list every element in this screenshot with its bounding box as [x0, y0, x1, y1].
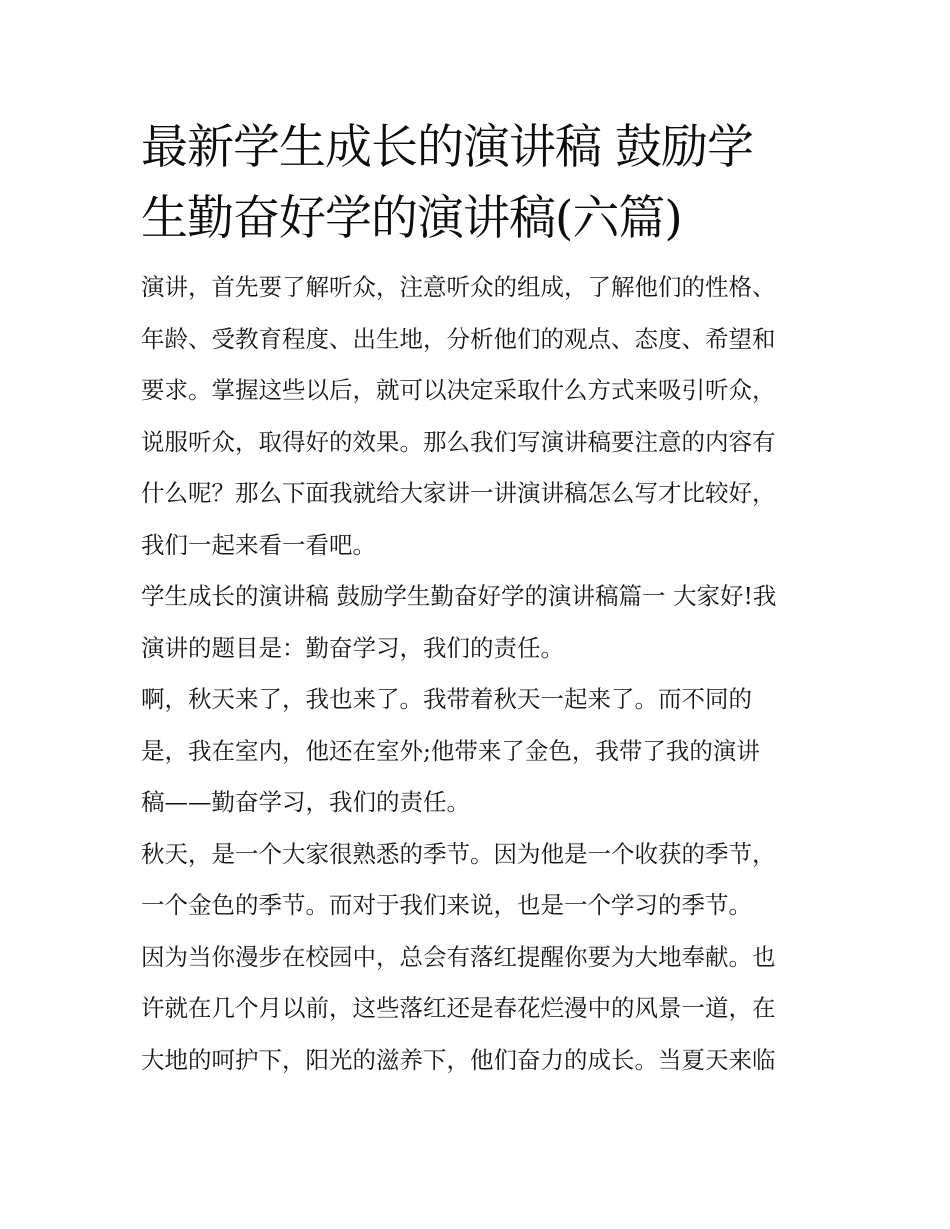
text-line: 演讲，首先要了解听众，注意听众的组成，了解他们的性格、 — [141, 273, 776, 301]
autumn-intro-paragraph — [141, 674, 813, 829]
campus-paragraph — [141, 932, 813, 1087]
autumn-season-paragraph — [141, 829, 813, 932]
text-line: 一个金色的季节。而对于我们来说，也是一个学习的季节。 — [141, 891, 752, 919]
document-title — [141, 112, 813, 254]
text-line: 稿——勤奋学习，我们的责任。 — [141, 788, 470, 816]
document-body — [141, 112, 813, 1086]
title-line-2: 生勤奋好学的演讲稿(六篇) — [141, 191, 682, 246]
intro-paragraph — [141, 262, 813, 571]
text-line: 要求。掌握这些以后，就可以决定采取什么方式来吸引听众， — [141, 376, 776, 404]
text-line: 许就在几个月以前，这些落红还是春花烂漫中的风景一道，在 — [141, 994, 776, 1022]
title-line-1: 最新学生成长的演讲稿 鼓励学 — [141, 120, 753, 175]
text-line: 学生成长的演讲稿 鼓励学生勤奋好学的演讲稿篇一 大家好!我 — [141, 582, 777, 610]
text-line: 是，我在室内，他还在室外;他带来了金色，我带了我的演讲 — [141, 736, 760, 765]
text-line: 演讲的题目是：勤奋学习，我们的责任。 — [141, 633, 564, 662]
text-line: 秋天，是一个大家很熟悉的季节。因为他是一个收获的季节， — [141, 839, 776, 868]
text-line: 大地的呵护下，阳光的滋养下，他们奋力的成长。当夏天来临 — [141, 1045, 776, 1074]
text-line: 我们一起来看一看吧。 — [141, 530, 376, 559]
speech-heading-paragraph — [141, 571, 813, 674]
text-line: 年龄、受教育程度、出生地，分析他们的观点、态度、希望和 — [141, 324, 776, 353]
text-line: 因为当你漫步在校园中，总会有落红提醒你要为大地奉献。也 — [141, 942, 776, 971]
text-line: 说服听众，取得好的效果。那么我们写演讲稿要注意的内容有 — [141, 427, 776, 456]
text-line: 啊，秋天来了，我也来了。我带着秋天一起来了。而不同的 — [141, 685, 752, 713]
text-line: 什么呢？那么下面我就给大家讲一讲演讲稿怎么写才比较好， — [141, 479, 776, 507]
